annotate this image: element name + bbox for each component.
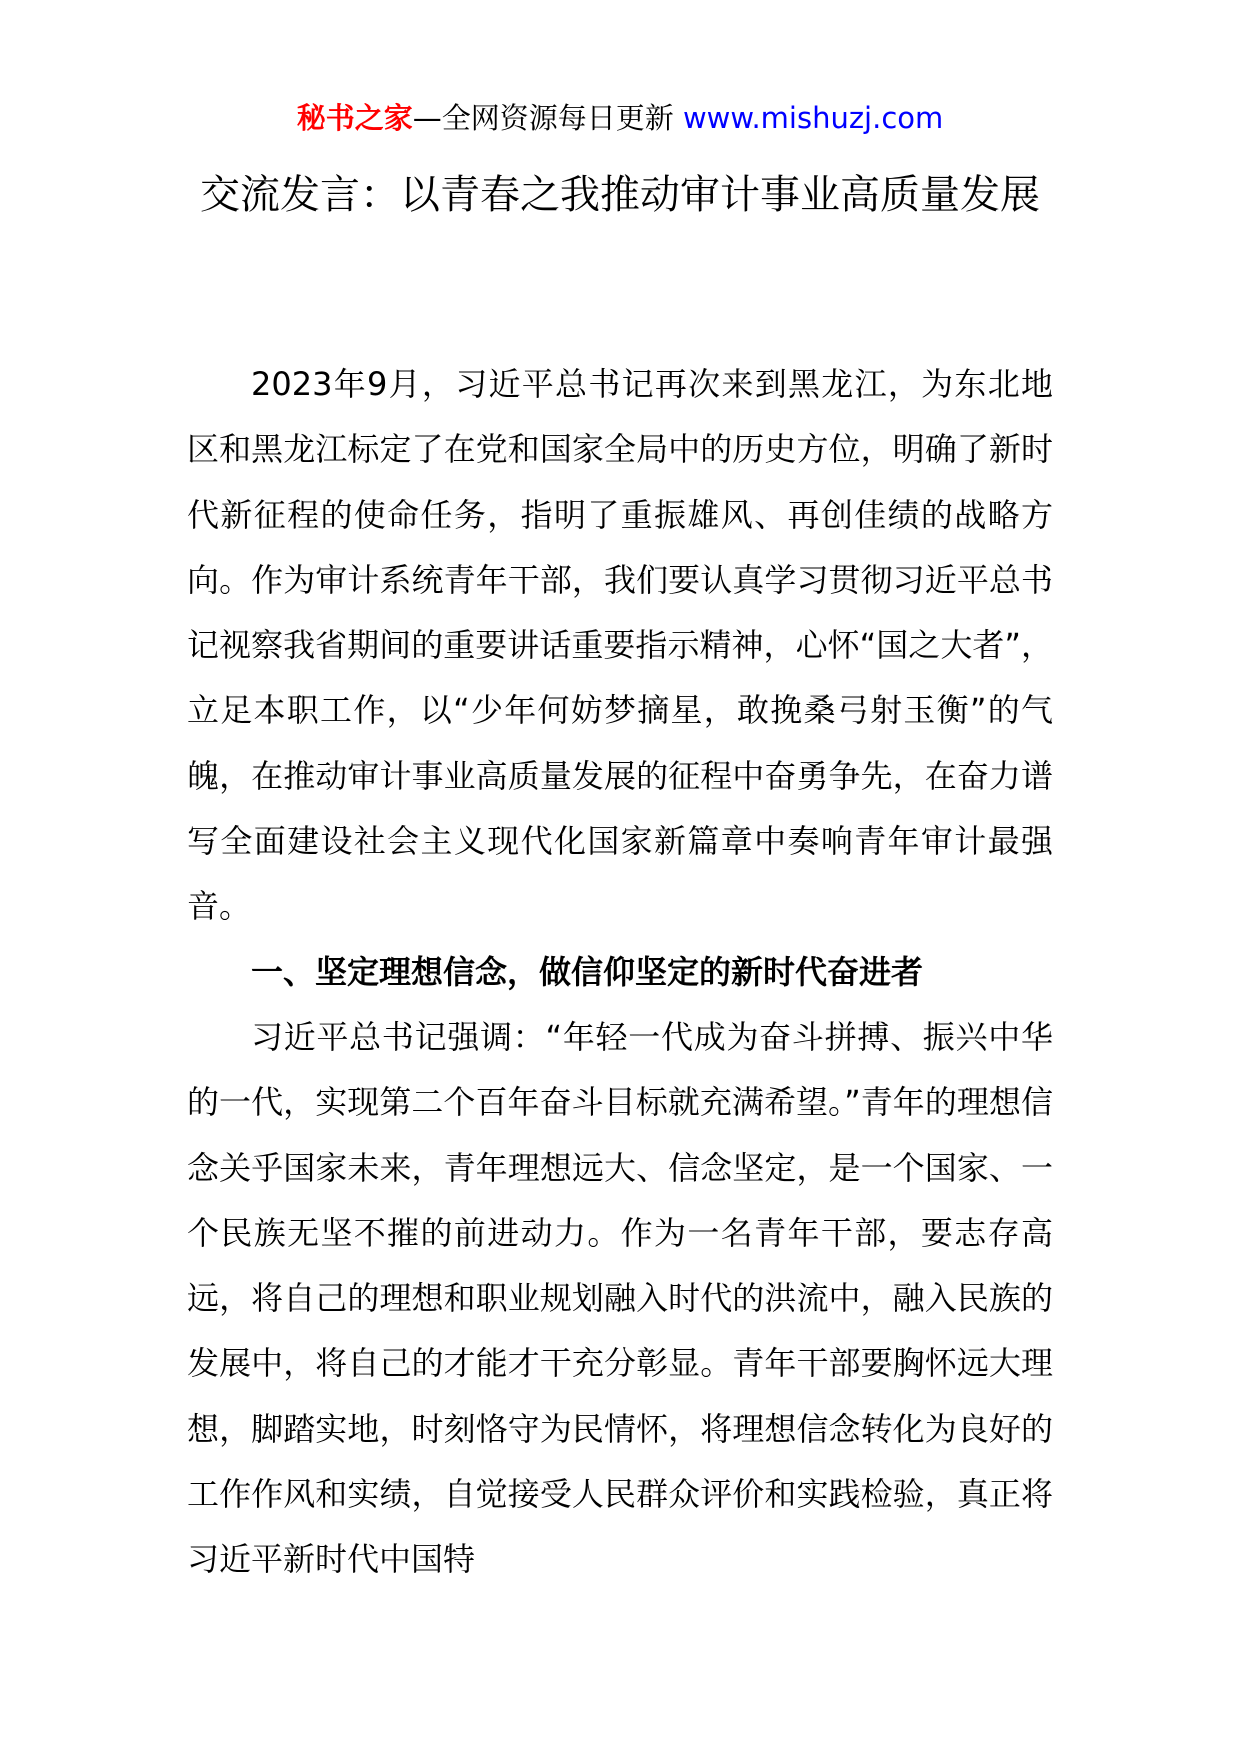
body-paragraph-section-1: 习近平总书记强调：“年轻一代成为奋斗拼搏、振兴中华的一代，实现第二个百年奋斗目标就充满希望。”青年的理想信念关乎国家未来，青年理想远大、信念坚定，是一个国家、一个民族无坚不摧的前进动力。作为一名青年干部，要志存高远，将自己的理想和职业规划融入时代的洪流中，融入民族的发展中，将自己的才能才干充分彰显。青年干部要胸怀远大理想，脚踏实地，时刻恪守为民情怀，将理想信念转化为良好的工作作风和实绩，自觉接受人民群众评价和实践检验，真正将习近平新时代中国特: [187, 1017, 1053, 1579]
site-url-link[interactable]: www.mishuzj.com: [682, 101, 944, 135]
header-tagline: —全网资源每日更新: [412, 101, 683, 135]
body-paragraph-intro: 2023年9月，习近平总书记再次来到黑龙江，为东北地区和黑龙江标定了在党和国家全局中的历史方位，明确了新时代新征程的使命任务，指明了重振雄风、再创佳绩的战略方向。作为审计系统青年干部，我们要认真学习贯彻习近平总书记视察我省期间的重要讲话重要指示精神，心怀“国之大者”，立足本职工作，以“少年何妨梦摘星，敢挽桑弓射玉衡”的气魄，在推动审计事业高质量发展的征程中奋勇争先，在奋力谱写全面建设社会主义现代化国家新篇章中奏响青年审计最强音。: [187, 365, 1053, 926]
document-title: 交流发言：以青春之我推动审计事业高质量发展: [200, 172, 1040, 218]
brand-name: 秘书之家: [296, 101, 413, 135]
document-body: [187, 352, 1053, 1593]
site-header: [0, 98, 1240, 138]
section-heading-1: 一、坚定理想信念，做信仰坚定的新时代奋进者: [251, 952, 924, 991]
